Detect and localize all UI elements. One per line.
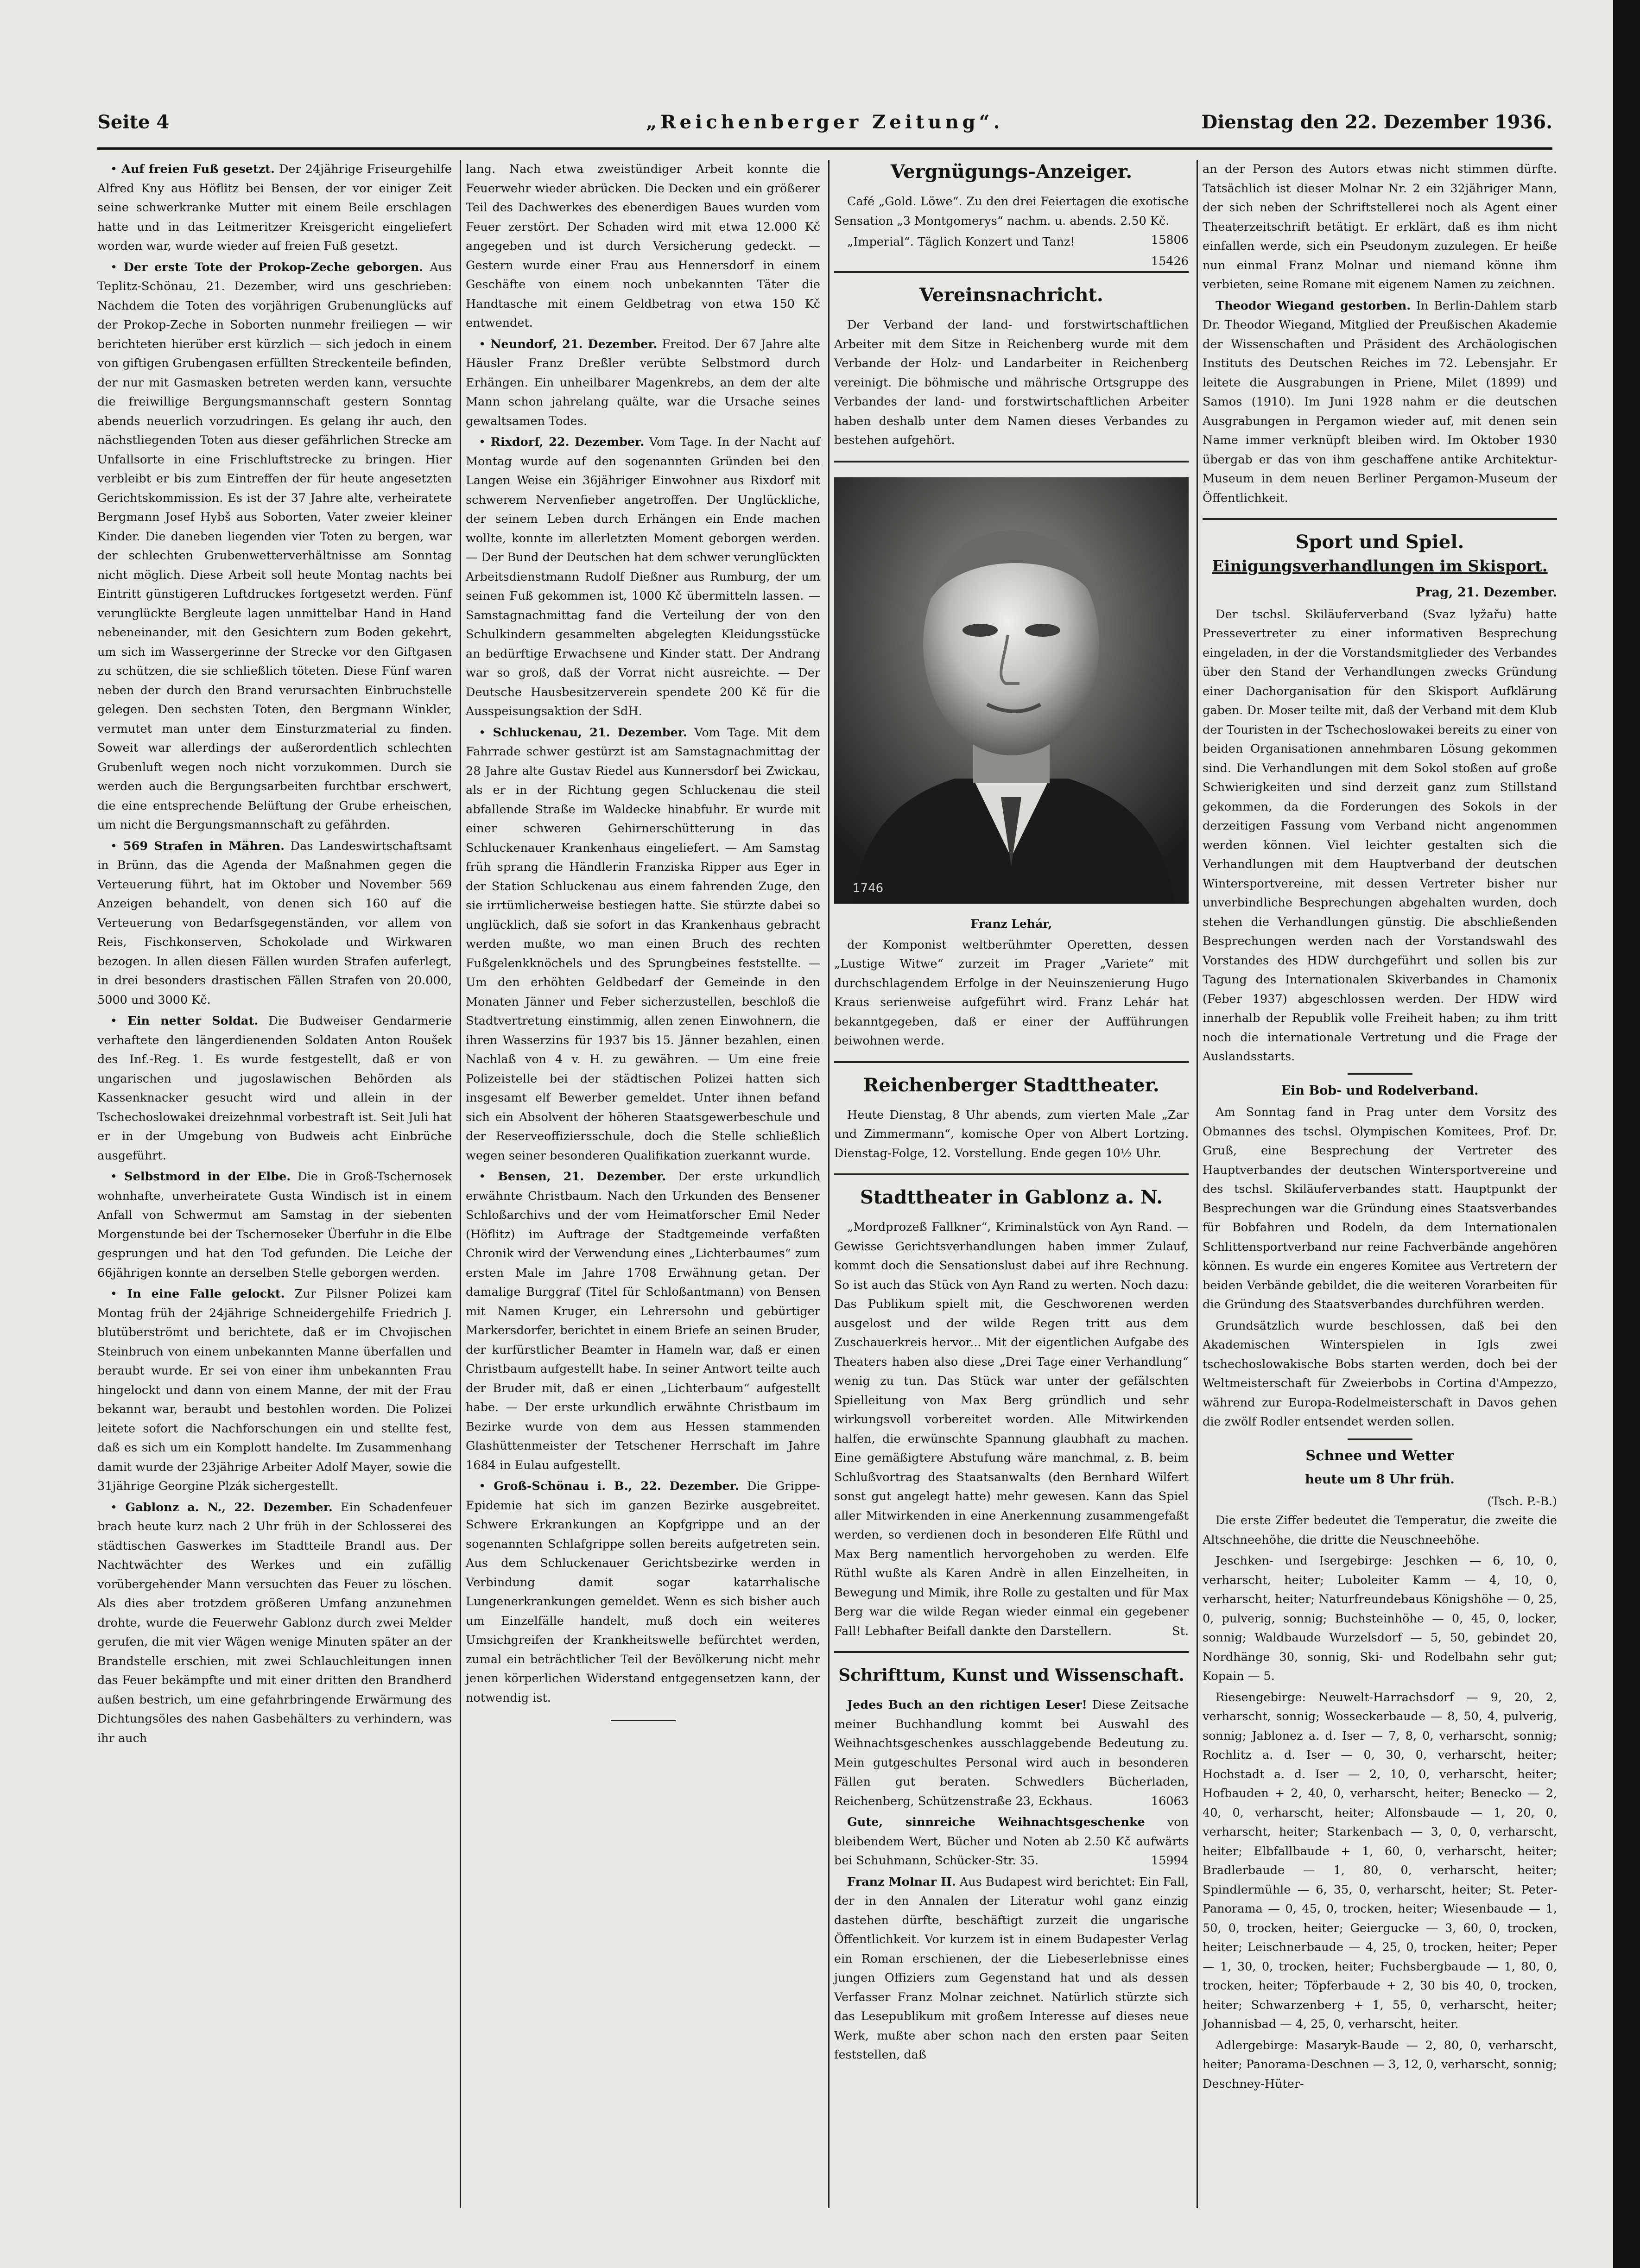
section-rule <box>1203 518 1557 520</box>
column-3 <box>834 160 1189 2067</box>
item-heading: Jedes Buch an den richtigen Leser! <box>847 1698 1087 1712</box>
news-item: • Rixdorf, 22. Dezember. Vom Tage. In der Nacht auf Montag wurde auf den sogenannten Gründen bei den Langen Weise ein 36jähriger Einwohner aus Rixdorf mit schwerem Nervenfieber angetroffen. Der Unglückliche, der seinem Leben durch Erhängen ein Ende machen wollte, konnte im allerletzten Moment geborgen werden. — Der Bund der Deutschen hat dem schwer verunglückten Arbeitsdienstmann Rudolf Dießner aus Rumburg, der um seinen Fuß gekommen ist, 1000 Kč übermitteln lassen. — Samstagnachmittag fand die Verteilung der von den Schulkindern gesammelten abgelegten Kleidungsstücke an bedürftige Erwachsene und Kinder statt. Der Andrang war so groß, daß der Vorrat nicht ausreichte. — Der Deutsche Hausbesitzerverein spendete 200 Kč für die Ausspeisungsaktion der SdH. <box>466 435 820 718</box>
item-heading: Gablonz a. N., 22. Dezember. <box>125 1500 333 1514</box>
divider <box>1348 1438 1412 1440</box>
news-item: • Der erste Tote der Prokop-Zeche geborgen. Aus Teplitz-Schönau, 21. Dezember, wird uns geschrieben: Nachdem die Toten des vorjährigen Grubenunglücks auf der Prokop-Zeche in Soborten nunmehr freiliegen — wir berichteten hierüber erst kürzlich — sich jedoch in einem von giftigen Grubengasen erfüllten Streckenteile befinden, der nur mit Gasmasken betreten werden kann, versuchte die freiwillige Bergungsmannschaft gestern Sonntag abends neuerlich vorzudringen. Es gelang ihr auch, den nächstliegenden Toten aus dieser gefährlichen Strecke am Unfallsorte in eine Frischluftstrecke zu bringen. Hier verbleibt er bis zum Eintreffen der für heute angesetzten Gerichtskommission. Es ist der 37 Jahre alte, verheiratete Bergmann Josef Hybš aus Soborten, Vater zweier kleiner Kinder. Die daneben liegenden vier Toten zu bergen, war der schlechten Grubenwetterverhältnisse am Sonntag nicht möglich. Diese Arbeit soll heute Montag nachts bei Eintritt günstigeren Luftdruckes fortgesetzt werden. Fünf verunglückte Bergleute lagen unmittelbar Hand in Hand nebeneinander, mit den Gesichtern zum Boden gekehrt, um sich im Wassergerinne der Strecke vor den Giftgasen zu schützen, die sie schließlich töteten. Diese Fünf waren neben der durch den Brand verursachten Einbruchstelle gelegen. Den sechsten Toten, den Bergmann Winkler, vermutet man unter dem Einsturzmaterial zu finden. Soweit war allerdings der außerordentlich schlechten Grubenluft wegen noch nicht vorzukommen. Durch sie werden auch die Bergungsarbeiten furchtbar erschwert, die eine entsprechende Belüftung der Grube erheischen, um nicht die Bergungsmannschaft zu gefährden. <box>97 260 452 832</box>
news-item: • Groß-Schönau i. B., 22. Dezember. Die Grippe-Epidemie hat sich im ganzen Bezirke ausgebreitet. Schwere Erkrankungen an Kopfgrippe und an der sogenannten Schlafgrippe sollen bereits aufgetreten sein. Aus dem Schluckenauer Gerichtsbezirke werden in Verbindung damit sogar katarrhalische Lungenerkrankungen gemeldet. Wenn es sich bisher auch um Einzelfälle handelt, muß doch ein weiteres Umsichgreifen der Krankheitswelle befürchtet werden, zumal ein beträchtlicher Teil der Bevölkerung nicht mehr jenen körperlichen Widerstand entgegensetzen kann, der notwendig ist. <box>466 1479 820 1705</box>
news-item: • 569 Strafen in Mähren. Das Landeswirtschaftsamt in Brünn, das die Agenda der Maßnahmen gegen die Verteuerung führt, hat im Oktober und November 569 Anzeigen behandelt, von denen sich 160 auf die Verteuerung von Bedarfsgegenständen, vor allem von Reis, Fischkonserven, Schokolade und Wirkwaren bezogen. In allen diesen Fällen wurden Strafen auferlegt, in drei besonders drastischen Fällen Strafen von 20.000, 5000 und 3000 Kč. <box>97 839 452 1007</box>
section-title: Sport und Spiel. <box>1295 531 1464 553</box>
scan-edge <box>1613 0 1640 2268</box>
item-heading: Franz Molnar II. <box>847 1875 956 1889</box>
item-text: Vom Tage. Mit dem Fahrrade schwer gestürzt ist am Samstagnachmittag der 28 Jahre alte Gustav Riedel aus Kunnersdorf bei Zwickau, als er in der Richtung gegen Schluckenau die steil abfallende Straße im Waldecke hinabfuhr. Er wurde mit einer schweren Gehirnerschütterung in das Schluckenauer Krankenhaus eingeliefert. — Am Samstag früh sprang die Händlerin Franziska Ripper aus Eger in der Station Schluckenau aus einem fahrenden Zuge, den sie irrtümlicherweise bestiegen hatte. Sie stürzte dabei so unglücklich, daß sie sofort in das Krankenhaus gebracht werden mußte, wo man einen Bruch des rechten Fußgelenkknöchels und des Sprungbeines feststellte. — Um den erhöhten Geldbedarf der Gemeinde in den Monaten Jänner und Feber sicherzustellen, beschloß die Stadtvertretung einstimmig, allen zenen Einwohnern, die ihren Wasserzins für 1937 bis 15. Jänner bezahlen, einen Nachlaß von 4 v. H. zu gewähren. — Um eine freie Polizeistelle bei der städtischen Polizei hatten sich insgesamt elf Bewerber gemeldet. Unter ihnen befand sich ein Absolvent der höheren Staatsgewerbeschule und der Reserveoffiziersschule, doch die Stelle schließlich wegen seiner besonderen Qualifikation zuerkannt wurde. <box>466 725 821 1163</box>
item-heading: In eine Falle gelockt. <box>127 1287 285 1301</box>
item-text: Die Budweiser Gendarmerie verhaftete den längerdienenden Soldaten Anton Roušek des Inf.-Reg. 1. Es wurde festgestellt, daß er von ungarischen und jugoslawischen Behörden als Kassenknacker gesucht wird und allein in der Tschechoslowakei dreizehnmal vorbestraft ist. Seit Juli hat er in der Umgebung von Budweis acht Einbrüche ausgeführt. <box>97 1014 452 1163</box>
item-heading: 569 Strafen in Mähren. <box>123 839 285 853</box>
page-number: Seite 4 <box>97 111 170 133</box>
item-text: Der 24jährige Friseurgehilfe Alfred Kny aus Höflitz bei Bensen, der vor einiger Zeit seine schwerkranke Mutter mit einem Beile erschlagen hatte und in das Leitmeritzer Kreisgericht eingeliefert worden war, wurde wieder auf freien Fuß gesetzt. <box>97 162 452 253</box>
item-text: Das Landeswirtschaftsamt in Brünn, das die Agenda der Maßnahmen gegen die Verteuerung führt, hat im Oktober und November 569 Anzeigen behandelt, von denen sich 160 auf die Verteuerung von Bedarfsgegenständen, vor allem von Reis, Fischkonserven, Schokolade und Wirkwaren bezogen. In allen diesen Fällen wurden Strafen auferlegt, in drei besonders drastischen Fällen Strafen von 20.000, 5000 und 3000 Kč. <box>97 839 452 1007</box>
section-rule <box>834 271 1189 273</box>
bob-text: Am Sonntag fand in Prag unter dem Vorsitz des Obmannes des tschsl. Olympischen Komitees, Prof. Dr. Gruß, eine Besprechung der Vertreter des Hauptverbandes der deutschen Wintersportvereine und des tschsl. Skiläuferverbandes statt. Hauptpunkt der Besprechungen war die Gründung eines Staatsverbandes für Bobfahren und Rodeln, da dem Internationalen Schlittensportverband nur reine Fachverbände angehören können. Es wurde ein engeres Komitee aus Vertretern der beiden Verbände gebildet, die die weiteren Vorarbeiten für die Gründung des Staatsverbandes durchführen werden. <box>1203 1105 1557 1311</box>
news-item <box>1203 297 1557 508</box>
item-text: Vom Tage. In der Nacht auf Montag wurde auf den sogenannten Gründen bei den Langen Weise ein 36jähriger Einwohner aus Rixdorf mit schwerem Nervenfieber angetroffen. Der Unglückliche, der seinem Leben durch Erhängen ein Ende machen wollte, konnte im allerletzten Moment geborgen werden. — Der Bund der Deutschen hat dem schwer verunglückten Arbeitsdienstmann Rudolf Dießner aus Rumburg, der um seinen Fuß gekommen ist, 1000 Kč übermitteln lassen. — Samstagnachmittag fand die Verteilung der von den Schulkindern gesammelten abgelegten Kleidungsstücke an bedürftige Erwachsene und Kinder statt. Der Andrang war so groß, daß der Vorrat nicht ausreichte. — Der Deutsche Hausbesitzerverein spendete 200 Kč für die Ausspeisungsaktion der SdH. <box>466 435 820 718</box>
issue-date: Dienstag den 22. Dezember 1936. <box>1201 111 1552 133</box>
review-signature: St. <box>1172 1624 1189 1638</box>
lit-item <box>834 1813 1189 1871</box>
theater-review <box>834 1218 1189 1641</box>
ad-number: 15426 <box>1151 254 1189 268</box>
item-text: Diese Zeitsache meiner Buchhandlung kommt bei Auswahl des Weihnachtsgeschenkes ausschlaggebende Bedeutung zu. Mein gutgeschultes Personal wird auch in besonderen Fällen gut beraten. Schwedlers Bücherladen, Reichenberg, Schützenstraße 23, Eckhaus. <box>834 1698 1189 1808</box>
section-rule <box>834 1061 1189 1063</box>
news-item: • In eine Falle gelockt. Zur Pilsner Polizei kam Montag früh der 24jährige Schneidergehilfe Friedrich J. blutüberströmt und berichtete, daß er im Chvojischen Steinbruch von einem unbekannten Manne überfallen und beraubt wurde. Er sei von einer ihm unbekannten Frau hingelockt und dann von einem Manne, der mit der Frau bekannt war, beraubt und bestohlen worden. Die Polizei leitete sofort die Nachforschungen ein und stellte fest, daß es sich um ein Komplott handelte. Im Zusammenhang damit wurde der 23jährige Arbeiter Adolf Mayer, sowie die 31jährige Georgine Plzák sichergestellt. <box>97 1287 452 1493</box>
header-rule <box>97 147 1552 150</box>
ad-number: 16063 <box>1151 1794 1189 1808</box>
photo-caption: der Komponist weltberühmter Operetten, dessen „Lustige Witwe“ zurzeit im Prager „Variete“ mit durchschlagendem Erfolge in der Neuinszenierung Hugo Kraus serienweise aufgeführt wird. Franz Lehár hat bekanntgegeben, daß er einer der Aufführungen beiwohnen werde. <box>834 938 1189 1048</box>
column-rule <box>460 160 461 2208</box>
section-title: Schrifttum, Kunst und Wissenschaft. <box>838 1666 1184 1685</box>
sport-headline: Einigungsverhandlungen im Skisport. <box>1212 557 1548 576</box>
item-heading: Selbstmord in der Elbe. <box>124 1170 291 1184</box>
news-item: • Auf freien Fuß gesetzt. Der 24jährige Friseurgehilfe Alfred Kny aus Höflitz bei Bensen, der vor einiger Zeit seine schwerkranke Mutter mit einem Beile erschlagen hatte und in das Leitmeritzer Kreisgericht eingeliefert worden war, wurde wieder auf freien Fuß gesetzt. <box>97 162 452 253</box>
column-4 <box>1203 160 1557 2096</box>
news-item: • Neundorf, 21. Dezember. Freitod. Der 67 Jahre alte Häusler Franz Dreßler verübte Selbstmord durch Erhängen. Ein unheilbarer Magenkrebs, an dem der alte Mann schon jahrelang quälte, war die Ursache seines gewaltsamen Todes. <box>466 337 820 428</box>
section-title: Vergnügungs-Anzeiger. <box>890 161 1133 183</box>
news-item: • Bensen, 21. Dezember. Der erste urkundlich erwähnte Christbaum. Nach den Urkunden des Bensener Schloßarchivs und der vom Heimatforscher Emil Neder (Höflitz) im Auftrage der Stadtgemeinde verfaßten Chronik wird der Verwendung eines „Lichterbaumes“ zum ersten Male im Jahre 1708 Erwähnung getan. Der damalige Burggraf (Titel für Schloßantmann) von Bensen mit Namen Kruger, ein Lehrersohn und gebürtiger Markersdorfer, berichtet in einem Briefe an seinen Bruder, der kurfürstlicher Beamter in Hameln war, daß er einen Christbaum aufgestellt habe. In seiner Antwort teilte auch der Bruder mit, daß er einen „Lichterbaum“ aufgestellt habe. — Der erste urkundlich erwähnte Christbaum im Bezirke wurde von dem aus Hessen stammenden Glashüttenmeister der Tetschener Herrschaft im Jahre 1684 in Eulau aufgestellt. <box>466 1170 820 1472</box>
assoc-text: Der Verband der land- und forstwirtschaftlichen Arbeiter mit dem Sitze in Reichenberg wurde mit dem Verbande der Holz- und Landarbeiter in Reichenberg vereinigt. Die böhmische und mährische Ortsgruppe des Verbandes der land- und forstwirtschaftlichen Arbeiter haben deshalb unter dem Namen dieses Verbandes zu bestehen aufgehört. <box>834 318 1189 447</box>
item-text: von bleibendem Wert, Bücher und Noten ab 2.50 Kč aufwärts bei Schuhmann, Schücker-Str. 35. <box>834 1815 1189 1868</box>
news-item-continued <box>466 160 820 333</box>
item-text: Die in Groß-Tschernosek wohnhafte, unverheiratete Gusta Windisch ist in einem Anfall von Schwermut am Samstag in der siebenten Morgenstunde bei der Tschernoseker Überfuhr in die Elbe gesprungen und hat den Tod gefunden. Die Leiche der 66jährigen konnte an derselben Stelle geborgen werden. <box>97 1170 452 1280</box>
source-note: (Tsch. P.-B.) <box>1487 1494 1557 1508</box>
item-text: Freitod. Der 67 Jahre alte Häusler Franz Dreßler verübte Selbstmord durch Erhängen. Ein unheilbarer Magenkrebs, an dem der alte Mann schon jahrelang quälte, war die Ursache seines gewaltsamen Todes. <box>466 337 820 428</box>
section-title: Stadttheater in Gablonz a. N. <box>860 1186 1163 1208</box>
item-heading: Schluckenau, 21. Dezember. <box>493 725 687 740</box>
molnar-continued: an der Person des Autors etwas nicht stimmen dürfte. Tatsächlich ist dieser Molnar Nr. 2 ein 32jähriger Mann, der sich neben der Schriftstellerei noch als Agent einer Theaterzeitschrift betätigt. Er erklärt, daß es ihm nicht einfallen werde, sich ein Pseudonym zuzulegen. Er heiße nun einmal Franz Molnar und niemand könne ihm verbieten, seine Romane mit eigenem Namen zu zeichnen. <box>1203 162 1557 291</box>
item-text: Aus Teplitz-Schönau, 21. Dezember, wird uns geschrieben: Nachdem die Toten des vorjährigen Grubenunglücks auf der Prokop-Zeche in Soborten nunmehr freiliegen — wir berichteten hierüber erst kürzlich — sich jedoch in einem von giftigen Grubengasen erfüllten Streckenteile befinden, der nur mit Gasmasken betreten werden kann, versuchte die freiwillige Bergungsmannschaft gestern Sonntag abends neuerlich vorzudringen. Es gelang ihr auch, den nächstliegenden Toten aus dieser gefährlichen Strecke am Unfallsorte in eine Frischluftstrecke zu bringen. Hier verbleibt er bis zum Eintreffen der für heute angesetzten Gerichtskommission. Es ist der 37 Jahre alte, verheiratete Bergmann Josef Hybš aus Soborten, Vater zweier kleiner Kinder. Die daneben liegenden vier Toten zu bergen, war der schlechten Grubenwetterverhältnisse am Sonntag nicht möglich. Diese Arbeit soll heute Montag nachts bei Eintritt günstigeren Luftdruckes fortgesetzt werden. Fünf verunglückte Bergleute lagen unmittelbar Hand in Hand nebeneinander, mit den Gesichtern zum Boden gekehrt, um sich im Wassergerinne der Strecke vor den Giftgasen zu schützen, die sie schließlich töteten. Diese Fünf waren neben der durch den Brand verursachten Einbruchstelle gelegen. Den sechsten Toten, den Bergmann Winkler, vermutet man unter dem Einsturzmaterial zu finden. Soweit war allerdings der außerordentlich schlechten Grubenluft wegen noch nicht vorzukommen. Durch sie werden auch die Bergungsarbeiten furchtbar erschwert, die eine entsprechende Belüftung der Grube erheischen, um nicht die Bergungsmannschaft zu gefährden. <box>97 260 452 832</box>
column-rule <box>1197 160 1198 2208</box>
item-heading: Groß-Schönau i. B., 22. Dezember. <box>494 1479 739 1493</box>
item-text: Der erste urkundlich erwähnte Christbaum. Nach den Urkunden des Bensener Schloßarchivs und der vom Heimatforscher Emil Neder (Höflitz) im Auftrage der Stadtgemeinde verfaßten Chronik wird der Verwendung eines „Lichterbaumes“ zum ersten Male im Jahre 1708 Erwähnung getan. Der damalige Burggraf (Titel für Schloßantmann) von Bensen mit Namen Kruger, ein Lehrersohn und gebürtiger Markersdorfer, berichtet in einem Briefe an seinen Bruder, der kurfürstlicher Beamter in Hameln war, daß er einen Christbaum aufgestellt habe. In seiner Antwort teilte auch der Bruder mit, daß er einen „Lichterbaum“ aufgestellt habe. — Der erste urkundlich erwähnte Christbaum im Bezirke wurde von dem aus Hessen stammenden Glashüttenmeister der Tetschener Herrschaft im Jahre 1684 in Eulau aufgestellt. <box>466 1170 820 1472</box>
ad-item <box>834 233 1189 268</box>
item-heading: Auf freien Fuß gesetzt. <box>121 162 275 176</box>
column-2 <box>466 160 820 1733</box>
ad-number: 15806 <box>1151 233 1189 247</box>
item-text: Ein Schadenfeuer brach heute kurz nach 2 Uhr früh in der Schlosserei des städtischen Gaswerkes im Stadtteile Brandl aus. Der Nachtwächter des Werkes und ein zufällig vorübergehender Mann versuchten das Feuer zu löschen. Als dies aber trotzdem größeren Umfang anzunehmen drohte, wurde die Feuerwehr Gablonz durch zwei Melder gerufen, die mit vier Wägen wenige Minuten später an der Brandstelle erschien, mit zwei Schlauchleitungen innen das Feuer bekämpfte und mit einer dritten den Brandherd außen bestrich, um eine gefahrbringende Erwärmung des Dichtungsöles des nahen Gasbehälters zu verhindern, was ihr auch <box>97 1500 452 1745</box>
lehar-portrait-photo <box>834 477 1189 904</box>
bob-text-2: Grundsätzlich wurde beschlossen, daß bei den Akademischen Winterspielen in Igls zwei tschechoslowakische Bobs starten werden, doch bei der Weltmeisterschaft für Zweierbobs in Cortina d'Ampezzo, während zur Europa-Rodelmeisterschaft in Davos gehen die zwölf Rodler entsendet werden sollen. <box>1203 1318 1557 1429</box>
page-header <box>97 111 1552 139</box>
news-item: • Gablonz a. N., 22. Dezember. Ein Schadenfeuer brach heute kurz nach 2 Uhr früh in der Schlosserei des städtischen Gaswerkes im Stadtteile Brandl aus. Der Nachtwächter des Werkes und ein zufällig vorübergehender Mann versuchten das Feuer zu löschen. Als dies aber trotzdem größeren Umfang anzunehmen drohte, wurde die Feuerwehr Gablonz durch zwei Melder gerufen, die mit vier Wägen wenige Minuten später an der Brandstelle erschien, mit zwei Schlauchleitungen innen das Feuer bekämpfte und mit einer dritten den Brandherd außen bestrich, um eine gefahrbringende Erwärmung des Dichtungsöles des nahen Gasbehälters zu verhindern, was ihr auch <box>97 1500 452 1745</box>
end-rule <box>611 1720 676 1721</box>
lit-item <box>834 1873 1189 2065</box>
caption-name: Franz Lehár, <box>970 917 1052 931</box>
column-rule <box>828 160 829 2208</box>
section-title: Vereinsnachricht. <box>919 284 1103 306</box>
ad-text: Café „Gold. Löwe“. Zu den drei Feiertagen die exotische Sensation „3 Montgomerys“ nachm. u. abends. 2.50 Kč. <box>834 195 1189 228</box>
ad-number: 15994 <box>1151 1854 1189 1868</box>
section-rule <box>834 461 1189 462</box>
column-1 <box>97 160 452 1750</box>
divider <box>1348 1073 1412 1075</box>
item-heading: Rixdorf, 22. Dezember. <box>490 435 645 449</box>
snow-intro: Die erste Ziffer bedeutet die Temperatur, die zweite die Altschneehöhe, die dritte die Neuschneehöhe. <box>1203 1514 1557 1547</box>
item-heading: Der erste Tote der Prokop-Zeche geborgen. <box>123 260 424 274</box>
theater-note: Heute Dienstag, 8 Uhr abends, zum vierten Male „Zar und Zimmermann“, komische Oper von Albert Lortzing. Dienstag-Folge, 12. Vorstellung. Ende gegen 10½ Uhr. <box>834 1108 1189 1160</box>
newspaper-page <box>70 0 1576 2268</box>
snow-report-3: Adlergebirge: Masaryk-Baude — 2, 80, 0, verharscht, heiter; Panorama-Deschnen — 3, 12, 0, verharscht, sonnig; Deschney-Hüter- <box>1203 2038 1557 2091</box>
item-heading: Gute, sinnreiche Weihnachtsgeschenke <box>847 1815 1145 1829</box>
item-heading: Neundorf, 21. Dezember. <box>490 337 658 351</box>
sub-title: Schnee und Wetter <box>1305 1447 1454 1464</box>
item-text: lang. Nach etwa zweistündiger Arbeit konnte die Feuerwehr wieder abrücken. Die Decken und ein größerer Teil des Dachwerkes des ebenerdigen Baues wurden vom Feuer zerstört. Der Schaden wird mit etwa 12.000 Kč angegeben und ist durch Versicherung gedeckt. — Gestern wurde einer Frau aus Hennersdorf in einem Geschäfte von einem noch unbekannten Täter die Handtasche mit einem Geldbetrag von etwa 150 Kč entwendet. <box>466 162 820 330</box>
item-heading: Bensen, 21. Dezember. <box>498 1170 666 1184</box>
snow-report-2: Riesengebirge: Neuwelt-Harrachsdorf — 9, 20, 2, verharscht, sonnig; Wosseckerbaude — 8, 50, 4, pulverig, sonnig; Jablonez a. d. Iser — 7, 8, 0, verharscht, sonnig; Rochlitz a. d. Iser — 0, 30, 0, verharscht, heiter; Hochstadt a. d. Iser — 2, 10, 0, verharscht, heiter; Hofbauden + 2, 40, 0, verharscht, heiter; Benecko — 2, 40, 0, verharscht, heiter; Alfonsbaude — 1, 20, 0, verharscht, heiter; Starkenbach — 3, 0, 0, verharscht, heiter; Elbfallbaude + 1, 60, 0, verharscht, heiter; Bradlerbaude — 1, 80, 0, verharscht, heiter; Spindlermühle — 6, 35, 0, verharscht, heiter; St. Peter-Panorama — 0, 45, 0, trocken, heiter; Wiesenbaude — 1, 50, 0, trocken, heiter; Geiergucke — 3, 60, 0, trocken, heiter; Leischnerbaude — 4, 25, 0, trocken, heiter; Peper — 1, 30, 0, trocken, heiter; Fuchsbergbaude — 1, 80, 0, trocken, heiter; Töpferbaude + 2, 30 bis 40, 0, trocken, heiter; Schwarzenberg + 1, 55, 0, verharscht, heiter; Johannisbad — 4, 25, 0, verharscht, heiter. <box>1203 1690 1557 2031</box>
lit-item <box>834 1696 1189 1811</box>
news-item: • Selbstmord in der Elbe. Die in Groß-Tschernosek wohnhafte, unverheiratete Gusta Windisch ist in einem Anfall von Schwermut am Samstag in der siebenten Morgenstunde bei der Tschernoseker Überfuhr in die Elbe gesprungen und hat den Tod gefunden. Die Leiche der 66jährigen konnte an derselben Stelle geborgen werden. <box>97 1170 452 1280</box>
news-item: • Ein netter Soldat. Die Budweiser Gendarmerie verhaftete den längerdienenden Soldaten Anton Roušek des Inf.-Reg. 1. Es wurde festgestellt, daß er von ungarischen und jugoslawischen Behörden als Kassenknacker gesucht wird und allein in der Tschechoslowakei dreizehnmal vorbestraft ist. Seit Juli hat er in der Umgebung von Budweis acht Einbrüche ausgeführt. <box>97 1014 452 1163</box>
snow-report-1: Jeschken- und Isergebirge: Jeschken — 6, 10, 0, verharscht, heiter; Luboleiter Kamm — 4, 10, 0, verharscht, heiter; Naturfreundebaus Königshöhe — 0, 25, 0, pulverig, sonnig; Buchsteinhöhe — 0, 45, 0, locker, sonnig; Waldbaude Wurzelsdorf — 5, 50, gebindet 20, Nordhänge 30, sonnig, Ski- und Rodelbahn sehr gut; Kopain — 5. <box>1203 1554 1557 1683</box>
sub-title-time: heute um 8 Uhr früh. <box>1305 1472 1455 1487</box>
sport-text: Der tschsl. Skiläuferverband (Svaz lyžařu) hatte Pressevertreter zu einer informativen Besprechung eingeladen, in der die Vorstandsmitglieder des Verbandes über den Stand der Verhandlungen zwecks Gründung einer Dachorganisation für den Skisport Aufklärung gaben. Dr. Moser teilte mit, daß der Verband mit dem Klub der Touristen in der Tschechoslowakei bereits zu einer von beiden Organisationen annehmbaren Lösung gekommen sind. Die Verhandlungen mit dem Sokol stoßen auf große Schwierigkeiten und sind derzeit ganz zum Stillstand gekommen, da die Forderungen des Sokols in der derzeitigen Fassung vom Verband nicht angenommen werden können. Viel leichter gestalten sich die Verhandlungen mit dem Hauptverband der deutschen Wintersportvereine, mit dessen Vertreter bisher nur unverbindliche Besprechungen abgehalten wurden, doch stehen die Verhandlungen günstig. Die abschließenden Besprechungen werden nach der Vorstandswahl des Vorstandes des HDW durchgeführt und sollen bis zur Tagung des Internationalen Skiverbandes in Chamonix (Feber 1937) abgeschlossen werden. Der HDW wird innerhalb der Republik volle Freiheit haben; zu ihm tritt noch die internationale Vertretung und die Frage der Auslandsstarts. <box>1203 607 1557 1064</box>
ad-text: „Imperial“. Täglich Konzert und Tanz! <box>847 235 1075 249</box>
dateline: Prag, 21. Dezember. <box>1416 585 1557 600</box>
item-text: In Berlin-Dahlem starb Dr. Theodor Wiegand, Mitglied der Preußischen Akademie der Wissenschaften und Präsident des Archäologischen Instituts des Deutschen Reiches im 72. Lebensjahr. Er leitete die Ausgrabungen in Priene, Milet (1899) und Samos (1910). Im Juni 1928 nahm er die deutschen Ausgrabungen in Pergamon wieder auf, mit denen sein Name immer verknüpft bleiben wird. Im Oktober 1930 übergab er das von ihm geschaffene antike Architektur-Museum in dem neuen Berliner Pergamon-Museum der Öffentlichkeit. <box>1203 298 1558 505</box>
review-text: „Mordprozeß Fallkner“, Kriminalstück von Ayn Rand. — Gewisse Gerichtsverhandlungen haben immer Zulauf, kommt doch die Sensationslust dabei auf ihre Rechnung. So ist auch das Stück von Ayn Rand zu werten. Noch dazu: Das Publikum spielt mit, die Geschworenen werden ausgelost und der wilde Regen tritt aus dem Zuschauerkreis hervor... Mit der eigentlichen Aufgabe des Theaters haben also diese „Drei Tage einer Verhandlung“ wenig zu tun. Das Stück war unter der gefälschten Spielleitung von Max Berg gründlich und sehr wirkungsvoll vorbereitet worden. Alle Mitwirkenden halfen, die erwünschte Spannung glaubhaft zu machen. Eine gemäßigtere Abstufung wäre manchmal, z. B. beim Schlußvortrag des Staatsanwalts (den Bernhard Wilfert sonst gut angelegt hatte) mehr gewesen. Kann das Spiel aller Mitwirkenden in eine Anerkennung zusammengefaßt werden, so verdienen doch in besonderen Elfe Rüthl und Max Berg namentlich hervorgehoben zu werden. Elfe Rüthl wußte als Karen Andrè in allen Einzelheiten, in Bewegung und Mimik, ihre Rolle zu gestalten und für Max Berg war die wilde Regan wieder einmal ein gegebener Fall! Lebhafter Beifall dankte den Darstellern. <box>834 1220 1189 1638</box>
news-item: • Schluckenau, 21. Dezember. Vom Tage. Mit dem Fahrrade schwer gestürzt ist am Samstagnachmittag der 28 Jahre alte Gustav Riedel aus Kunnersdorf bei Zwickau, als er in der Richtung gegen Schluckenau die steil abfallende Straße im Waldecke hinabfuhr. Er wurde mit einer schweren Gehirnerschütterung in das Schluckenauer Krankenhaus eingeliefert. — Am Samstag früh sprang die Händlerin Franziska Ripper aus Eger in der Station Schluckenau aus einem fahrenden Zuge, den sie irrtümlicherweise bestiegen hatte. Sie stürzte dabei so unglücklich, daß sie sofort in das Krankenhaus gebracht werden mußte, wo man einen Bruch des rechten Fußgelenkknöchels und des Sprungbeines feststellte. — Um den erhöhten Geldbedarf der Gemeinde in den Monaten Jänner und Feber sicherzustellen, beschloß die Stadtvertretung einstimmig, allen zenen Einwohnern, die ihren Wasserzins für 1937 bis 15. Jänner bezahlen, einen Nachlaß von 4 v. H. zu gewähren. — Um eine freie Polizeistelle bei der städtischen Polizei hatten sich insgesamt elf Bewerber gemeldet. Unter ihnen befand sich ein Absolvent der höheren Staatsgewerbeschule und der Reserveoffiziersschule, doch die Stelle schließlich wegen seiner besonderen Qualifikation zuerkannt wurde. <box>466 725 821 1163</box>
masthead: „Reichenberger Zeitung“. <box>646 111 1004 133</box>
item-text: Die Grippe-Epidemie hat sich im ganzen Bezirke ausgebreitet. Schwere Erkrankungen an Kopfgrippe und an der sogenannten Schlafgrippe sollen bereits aufgetreten sein. Aus dem Schluckenauer Gerichtsbezirke werden in Verbindung damit sogar katarrhalische Lungenerkrankungen gemeldet. Wenn es sich bisher auch um Einzelfälle handelt, muß doch ein weiteres Umsichgreifen der Krankheitswelle befürchtet werden, zumal ein beträchtlicher Teil der Bevölkerung nicht mehr jenen körperlichen Widerstand entgegensetzen kann, der notwendig ist. <box>466 1479 820 1705</box>
item-text: Aus Budapest wird berichtet: Ein Fall, der in den Annalen der Literatur wohl ganz einzig dastehen dürfte, beschäftigt zurzeit die ungarische Öffentlichkeit. Vor kurzem ist in einem Budapester Verlag ein Roman erschienen, der die Liebeserlebnisse eines jungen Offiziers zum Gegenstand hat und als dessen Verfasser Franz Molnar zeichnet. Natürlich stürzte sich das Lesepublikum mit großem Interesse auf dieses neue Werk, mußte aber schon nach den ersten paar Seiten feststellen, daß <box>834 1875 1189 2062</box>
item-heading: Theodor Wiegand gestorben. <box>1216 298 1411 313</box>
section-rule <box>834 1173 1189 1175</box>
section-rule <box>834 1651 1189 1653</box>
item-text: Zur Pilsner Polizei kam Montag früh der 24jährige Schneidergehilfe Friedrich J. blutüberströmt und berichtete, daß er im Chvojischen Steinbruch von einem unbekannten Manne überfallen und beraubt wurde. Er sei von einer ihm unbekannten Frau hingelockt und dann von einem Manne, der mit der Frau bekannt war, beraubt und bestohlen worden. Die Polizei leitete sofort die Nachforschungen ein und stellte fest, daß es sich um ein Komplott handelte. Im Zusammenhang damit wurde der 23jährige Arbeiter Adolf Mayer, sowie die 31jährige Georgine Plzák sichergestellt. <box>97 1287 452 1493</box>
item-heading: Ein netter Soldat. <box>127 1014 259 1028</box>
section-title: Reichenberger Stadttheater. <box>863 1074 1159 1096</box>
sub-title: Ein Bob- und Rodelverband. <box>1281 1083 1479 1098</box>
photo-number: 1746 <box>853 881 884 895</box>
